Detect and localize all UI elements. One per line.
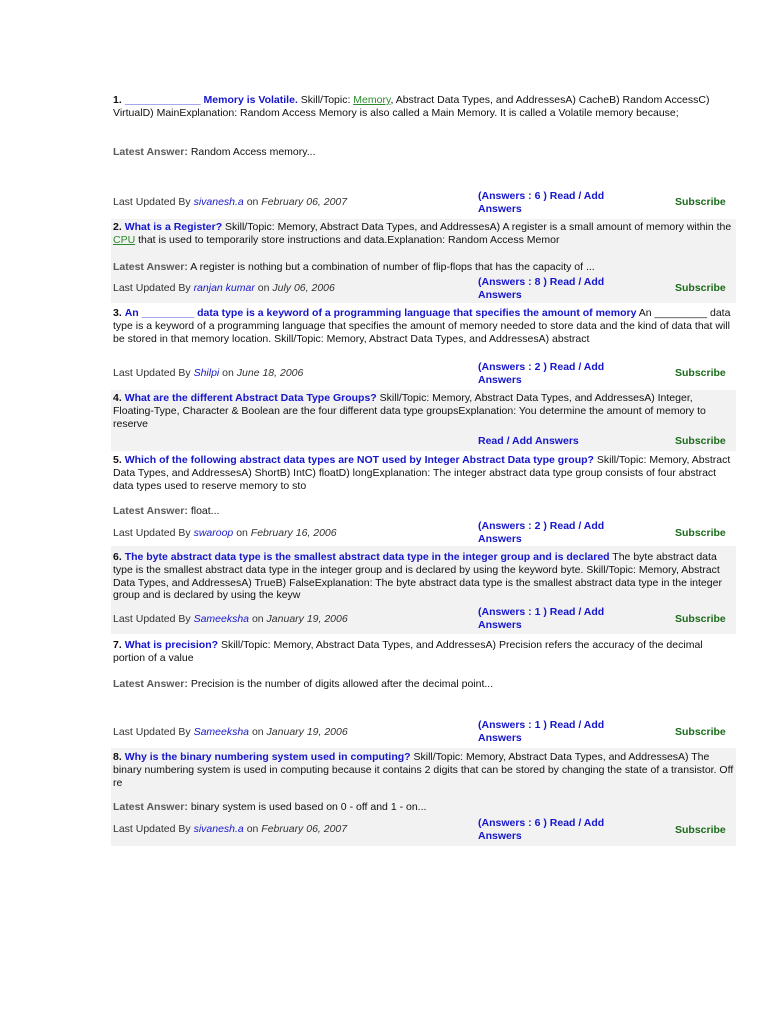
question-text <box>113 307 734 345</box>
date: February 16, 2006 <box>250 527 337 539</box>
latest-answer-text: float... <box>190 505 220 517</box>
latest-answer-text: binary system is used based on 0 - off and 1 - on... <box>190 801 427 813</box>
last-updated <box>113 527 337 540</box>
question-text <box>113 94 734 120</box>
subscribe-link[interactable]: Subscribe <box>675 824 726 836</box>
question-block-5 <box>111 452 736 545</box>
question-title-link[interactable]: The byte abstract data type is the smallest abstract data type in the integer group and is declared <box>124 551 610 563</box>
last-updated <box>113 823 347 836</box>
question-number: 3. <box>113 307 122 319</box>
on-label: on <box>222 367 234 379</box>
on-label: on <box>246 196 259 208</box>
user-link[interactable]: swaroop <box>193 527 234 539</box>
latest-answer-label: Latest Answer: <box>113 678 188 690</box>
last-updated <box>113 367 303 380</box>
question-number: 6. <box>113 551 122 563</box>
question-body: The byte abstract data type is the smallest abstract data type in the integer group and is declared by using the keyword byte. Skill/Topic: Memory, Abstract Data Types, and AddressesA) TrueB) FalseExplanation: The byte abstract data type is the smallest abstract data type in the integer group and is declared by using the keyw <box>113 551 722 602</box>
question-body: Skill/Topic: Memory, Abstract Data Types, and AddressesA) The binary numbering system is used in computing because it contains 2 digits that can be stored by changing the state of a transistor. Off re <box>113 751 734 789</box>
latest-answer <box>113 678 734 691</box>
question-text <box>113 454 734 492</box>
answers-link[interactable]: (Answers : 6 ) Read / Add Answers <box>478 190 605 215</box>
subscribe-link[interactable]: Subscribe <box>675 282 726 294</box>
question-block-8 <box>111 748 736 846</box>
answers-link[interactable]: (Answers : 2 ) Read / Add Answers <box>478 520 605 545</box>
question-number: 4. <box>113 392 122 404</box>
date: July 06, 2006 <box>272 282 335 294</box>
subscribe-link[interactable]: Subscribe <box>675 196 726 208</box>
answers-link[interactable]: (Answers : 1 ) Read / Add Answers <box>478 719 605 744</box>
question-title-link[interactable]: What is precision? <box>124 639 219 651</box>
latest-answer-text: Random Access memory... <box>190 146 316 158</box>
answers-link[interactable]: (Answers : 1 ) Read / Add Answers <box>478 606 605 631</box>
topic-link-cpu[interactable]: CPU <box>113 233 136 246</box>
question-number: 2. <box>113 221 122 233</box>
question-block-6 <box>111 546 736 634</box>
latest-answer-label: Latest Answer: <box>113 801 188 813</box>
question-title-link[interactable]: _____________ Memory is Volatile. <box>124 94 298 106</box>
question-body-rest: , Abstract Data Types, and AddressesA) CacheB) Random AccessC) VirtualD) MainExplanation: Random Access Memory is also called a Main Memory. It is called a Volatile memory because; <box>113 94 710 119</box>
subscribe-link[interactable]: Subscribe <box>675 367 726 379</box>
date: June 18, 2006 <box>236 367 304 379</box>
question-block-3 <box>111 304 736 390</box>
question-text <box>113 392 734 430</box>
user-link[interactable]: sivanesh.a <box>193 196 244 208</box>
on-label: on <box>251 726 264 738</box>
subscribe-link[interactable]: Subscribe <box>675 613 726 625</box>
user-link[interactable]: sivanesh.a <box>193 823 244 835</box>
user-link[interactable]: ranjan kumar <box>193 282 255 294</box>
last-updated-label: Last Updated By <box>113 726 191 738</box>
on-label: on <box>257 282 270 294</box>
question-number: 1. <box>113 94 122 106</box>
question-body: Skill/Topic: Memory, Abstract Data Types, and AddressesA) ShortB) IntC) floatD) longExplanation: The integer abstract data type group consists of four abstract data types used to reserve memory to sto <box>113 454 731 492</box>
on-label: on <box>236 527 248 539</box>
last-updated-label: Last Updated By <box>113 823 191 835</box>
user-link[interactable]: Sameeksha <box>193 613 250 625</box>
question-block-1 <box>111 92 736 218</box>
user-link[interactable]: Sameeksha <box>193 726 250 738</box>
latest-answer-label: Latest Answer: <box>113 146 188 158</box>
last-updated-label: Last Updated By <box>113 613 191 625</box>
question-body: Skill/Topic: Memory, Abstract Data Types, and AddressesA) A register is a small amount of memory within the <box>222 221 732 233</box>
question-title-link[interactable]: An _________ data type is a keyword of a programming language that specifies the amount of memory <box>124 307 637 319</box>
latest-answer-text: A register is nothing but a combination of number of flip-flops that has the capacity of ... <box>190 261 595 273</box>
on-label: on <box>246 823 259 835</box>
latest-answer <box>113 146 734 159</box>
subscribe-link[interactable]: Subscribe <box>675 527 726 539</box>
question-text <box>113 221 734 247</box>
question-block-7 <box>111 635 736 747</box>
question-body: An _________ data type is a keyword of a programming language that specifies the amount of memory needed to store data and the kind of data that will be stored in that memory location. Skill/Topic: Memory, Abstract Data Types, and AddressesA) abstract <box>113 307 731 345</box>
question-text <box>113 551 734 602</box>
question-title-link[interactable]: Which of the following abstract data types are NOT used by Integer Abstract Data type group? <box>124 454 594 466</box>
date: February 06, 2007 <box>261 823 348 835</box>
subscribe-link[interactable]: Subscribe <box>675 726 726 738</box>
question-body: Skill/Topic: <box>297 94 354 106</box>
question-text <box>113 639 734 665</box>
last-updated <box>113 726 348 739</box>
question-title-link[interactable]: What are the different Abstract Data Type Groups? <box>124 392 377 404</box>
answers-link[interactable]: (Answers : 8 ) Read / Add Answers <box>478 276 605 301</box>
answers-link[interactable]: Read / Add Answers <box>478 435 579 447</box>
latest-answer-text: Precision is the number of digits allowed after the decimal point... <box>190 678 494 690</box>
subscribe-link[interactable]: Subscribe <box>675 435 726 447</box>
date: January 19, 2006 <box>266 613 348 625</box>
latest-answer-label: Latest Answer: <box>113 505 188 517</box>
last-updated <box>113 282 335 295</box>
latest-answer <box>113 801 734 814</box>
question-body: Skill/Topic: Memory, Abstract Data Types, and AddressesA) Integer, Floating-Type, Character & Boolean are the four different data type groupsExplanation: You determine the amount of memory to reserve <box>113 392 706 430</box>
latest-answer-label: Latest Answer: <box>113 261 188 273</box>
question-number: 8. <box>113 751 122 763</box>
question-title-link[interactable]: Why is the binary numbering system used in computing? <box>124 751 411 763</box>
question-text <box>113 751 734 789</box>
question-block-4 <box>111 390 736 451</box>
latest-answer <box>113 261 734 274</box>
question-number: 5. <box>113 454 122 466</box>
question-body: Skill/Topic: Memory, Abstract Data Types, and AddressesA) Precision refers the accuracy of the decimal portion of a value <box>113 639 703 664</box>
answers-link[interactable]: (Answers : 2 ) Read / Add Answers <box>478 361 605 386</box>
latest-answer <box>113 505 734 518</box>
last-updated-label: Last Updated By <box>113 367 191 379</box>
last-updated-label: Last Updated By <box>113 282 191 294</box>
date: January 19, 2006 <box>266 726 348 738</box>
user-link[interactable]: Shilpi <box>193 367 220 379</box>
question-number: 7. <box>113 639 122 651</box>
answers-link[interactable]: (Answers : 6 ) Read / Add Answers <box>478 817 605 842</box>
last-updated <box>113 613 348 626</box>
question-block-2 <box>111 219 736 303</box>
question-title-link[interactable]: What is a Register? <box>124 221 223 233</box>
last-updated <box>113 196 347 209</box>
last-updated-label: Last Updated By <box>113 527 191 539</box>
question-body-rest: that is used to temporarily store instructions and data.Explanation: Random Access Memor <box>135 233 560 246</box>
on-label: on <box>251 613 264 625</box>
topic-link-memory[interactable]: Memory <box>353 94 391 106</box>
last-updated-label: Last Updated By <box>113 196 191 208</box>
date: February 06, 2007 <box>261 196 348 208</box>
